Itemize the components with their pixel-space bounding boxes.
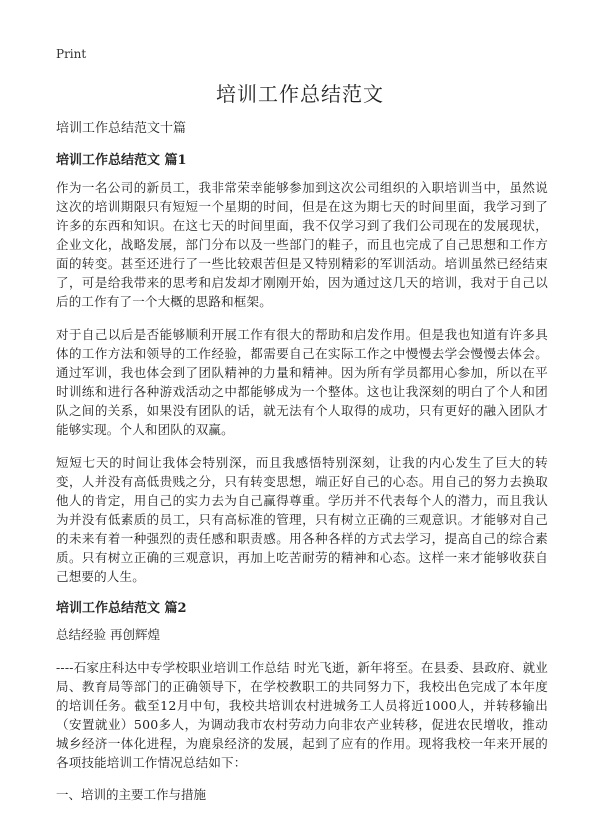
document-subtitle: 培训工作总结范文十篇 [56, 121, 187, 136]
section-heading-2: 培训工作总结范文 篇2 [56, 601, 187, 616]
print-link[interactable]: Print [56, 47, 87, 61]
section-heading-1: 培训工作总结范文 篇1 [56, 153, 187, 168]
section-subheading: 一、培训的主要工作与措施 [56, 787, 207, 802]
paragraph: ----石家庄科达中专学校职业培训工作总结 时光飞逝，新年将至。在县委、县政府、就业局、教育局等部门的正确领导下，在学校教职工的共同努力下，我校出色完成了本年度的培训任务。截至12月中旬，我校共培训农村进城务工人员将近1000人，并转移输出（安置就业）500多人，为调动我市农村劳动力向非农产业转移，促进农民增收，推动城乡经济一体化进程，为鹿泉经济的发展，起到了应有的作用。现将我校一年来开展的各项技能培训工作情况总结如下： [56, 660, 548, 770]
paragraph: 对于自己以后是否能够顺利开展工作有很大的帮助和启发作用。但是我也知道有许多具体的工作方法和领导的工作经验，都需要自己在实际工作之中慢慢去学会慢慢去体会。通过军训，我也体会到了团队精神的力量和精神。因为所有学员都用心参加，所以在平时训练和进行各种游戏活动之中都能够成为一个整体。这也让我深刻的明白了个人和团队之间的关系，如果没有团队的话，就无法有个人取得的成功，只有更好的融入团队才能够实现。个人和团队的双赢。 [56, 327, 548, 437]
paragraph: 作为一名公司的新员工，我非常荣幸能够参加到这次公司组织的入职培训当中，虽然说这次的培训期限只有短短一个星期的时间，但是在这为期七天的时间里面，我学习到了许多的东西和知识。在这七天的时间里面，我不仅学习到了我们公司现在的发展现状，企业文化，战略发展，部门分布以及一些部门的鞋子，而且也完成了自己思想和工作方面的转变。甚至还进行了一些比较艰苦但是又特别精彩的军训活动。培训虽然已经结束了，可是给我带来的思考和启发却才刚刚开始，因为通过这几天的培训，我对于自己以后的工作有了一个大概的思路和框架。 [56, 180, 548, 309]
section-lead: 总结经验 再创辉煌 [56, 627, 160, 642]
document-title: 培训工作总结范文 [216, 82, 384, 106]
paragraph: 短短七天的时间让我体会特别深，而且我感悟特别深刻，让我的内心发生了巨大的转变，人并没有高低贵贱之分，只有转变思想，端正好自己的心态。用自己的努力去换取他人的肯定，用自己的实力去为自己赢得尊重。学历并不代表每个人的潜力，而且我认为并没有低素质的员工，只有高标准的管理，只有树立正确的三观意识。才能够对自己的未来有着一种强烈的责任感和职责感。用各种各样的方式去学习，提高自己的综合素质。只有树立正确的三观意识，再加上吃苦耐劳的精神和心态。这样一来才能够收获自己想要的人生。 [56, 455, 548, 584]
document-body [56, 120, 548, 818]
